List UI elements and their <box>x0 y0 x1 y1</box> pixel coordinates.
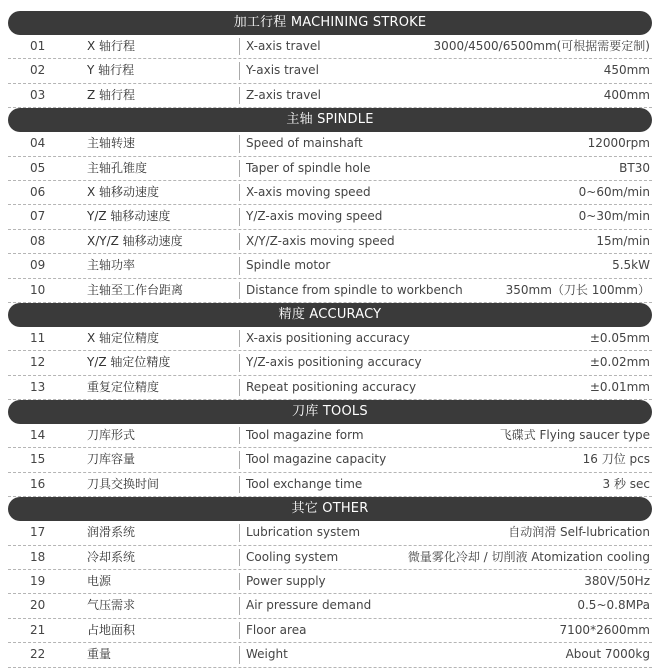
row-number: 04 <box>30 136 46 151</box>
spec-name-cn: 主轴至工作台距离 <box>87 282 184 297</box>
spec-row <box>8 643 652 667</box>
spec-name-en: Z-axis travel <box>246 87 322 102</box>
column-divider <box>239 62 240 79</box>
spec-name-en: Repeat positioning accuracy <box>246 379 417 394</box>
spec-value: 15m/min <box>596 233 650 248</box>
spec-row <box>8 327 652 351</box>
row-number: 14 <box>30 428 46 443</box>
spec-name-cn: 润滑系统 <box>87 525 136 540</box>
spec-row <box>8 546 652 570</box>
row-number: 18 <box>30 549 46 564</box>
column-divider <box>239 573 240 590</box>
section-header: 主轴 SPINDLE <box>8 108 652 132</box>
spec-name-en: Power supply <box>246 574 326 589</box>
spec-row <box>8 619 652 643</box>
column-divider <box>239 87 240 104</box>
spec-name-en: Tool magazine form <box>246 428 364 443</box>
spec-name-en: Y/Z-axis moving speed <box>246 209 383 224</box>
spec-row <box>8 351 652 375</box>
spec-value: 350mm（刀长 100mm） <box>505 282 650 297</box>
spec-name-en: Speed of mainshaft <box>246 136 363 151</box>
spec-name-cn: 刀具交换时间 <box>87 476 160 491</box>
column-divider <box>239 524 240 541</box>
spec-value: ±0.01mm <box>589 379 650 394</box>
spec-name-cn: 气压需求 <box>87 598 136 613</box>
spec-row <box>8 132 652 156</box>
row-number: 01 <box>30 39 46 53</box>
row-number: 07 <box>30 209 46 224</box>
spec-name-cn: 主轴功率 <box>87 258 136 273</box>
spec-row <box>8 570 652 594</box>
spec-row <box>8 59 652 83</box>
row-number: 19 <box>30 574 46 589</box>
row-number: 09 <box>30 258 46 273</box>
spec-row <box>8 448 652 472</box>
spec-row <box>8 84 652 108</box>
row-number: 08 <box>30 233 46 248</box>
spec-value: About 7000kg <box>565 647 650 662</box>
spec-value: 12000rpm <box>587 136 650 151</box>
column-divider <box>239 135 240 152</box>
spec-value: 0~60m/min <box>578 184 650 199</box>
section-header: 刀库 TOOLS <box>8 400 652 424</box>
column-divider <box>239 184 240 201</box>
spec-name-cn: Y/Z 轴定位精度 <box>87 355 171 370</box>
spec-name-cn: 重量 <box>87 647 112 662</box>
spec-name-cn: 刀库形式 <box>87 428 136 443</box>
row-number: 21 <box>30 622 46 637</box>
row-number: 17 <box>30 525 46 540</box>
row-number: 16 <box>30 476 46 491</box>
spec-name-en: Weight <box>246 647 288 662</box>
spec-name-cn: 电源 <box>87 574 112 589</box>
row-number: 03 <box>30 87 46 102</box>
spec-row <box>8 594 652 618</box>
spec-row <box>8 157 652 181</box>
spec-value: BT30 <box>619 160 650 175</box>
column-divider <box>239 476 240 493</box>
column-divider <box>239 233 240 250</box>
column-divider <box>239 38 240 55</box>
column-divider <box>239 160 240 177</box>
spec-name-cn: 主轴孔锥度 <box>87 160 148 175</box>
spec-name-en: X-axis travel <box>246 39 321 53</box>
spec-name-cn: X 轴行程 <box>87 39 136 53</box>
row-number: 15 <box>30 452 46 467</box>
spec-row <box>8 205 652 229</box>
spec-value: 450mm <box>603 63 650 78</box>
spec-value: ±0.05mm <box>589 330 650 345</box>
spec-row <box>8 279 652 303</box>
row-number: 20 <box>30 598 46 613</box>
spec-value: 380V/50Hz <box>584 574 650 589</box>
spec-name-en: Tool magazine capacity <box>246 452 387 467</box>
column-divider <box>239 354 240 371</box>
spec-name-en: Cooling system <box>246 549 339 564</box>
spec-name-en: Air pressure demand <box>246 598 372 613</box>
spec-value: 0.5~0.8MPa <box>577 598 650 613</box>
section-header: 精度 ACCURACY <box>8 303 652 327</box>
section-header: 其它 OTHER <box>8 497 652 521</box>
row-number: 10 <box>30 282 46 297</box>
spec-name-cn: X 轴定位精度 <box>87 330 160 345</box>
spec-name-en: X-axis positioning accuracy <box>246 330 410 345</box>
row-number: 06 <box>30 184 46 199</box>
spec-value: 0~30m/min <box>578 209 650 224</box>
spec-name-cn: 占地面积 <box>87 622 136 637</box>
spec-name-en: Taper of spindle hole <box>246 160 371 175</box>
column-divider <box>239 208 240 225</box>
spec-row <box>8 473 652 497</box>
spec-value: 5.5kW <box>612 258 650 273</box>
section-header: 加工行程 MACHINING STROKE <box>8 11 652 35</box>
spec-name-cn: 主轴转速 <box>87 136 136 151</box>
spec-name-cn: Z 轴行程 <box>87 87 136 102</box>
spec-row <box>8 35 652 59</box>
spec-name-cn: X/Y/Z 轴移动速度 <box>87 233 183 248</box>
spec-row <box>8 376 652 400</box>
spec-row <box>8 181 652 205</box>
row-number: 22 <box>30 647 46 662</box>
column-divider <box>239 451 240 468</box>
row-number: 12 <box>30 355 46 370</box>
spec-value: ±0.02mm <box>589 355 650 370</box>
spec-value: 16 刀位 pcs <box>582 452 650 467</box>
spec-value: 飞碟式 Flying saucer type <box>499 428 650 443</box>
spec-value: 3000/4500/6500mm(可根据需要定制) <box>433 39 650 53</box>
column-divider <box>239 257 240 274</box>
spec-name-en: Distance from spindle to workbench <box>246 282 463 297</box>
spec-name-en: Y/Z-axis positioning accuracy <box>246 355 422 370</box>
spec-name-en: X/Y/Z-axis moving speed <box>246 233 395 248</box>
spec-name-cn: X 轴移动速度 <box>87 184 160 199</box>
column-divider <box>239 622 240 639</box>
spec-name-cn: 重复定位精度 <box>87 379 160 394</box>
spec-value: 400mm <box>603 87 650 102</box>
column-divider <box>239 597 240 614</box>
column-divider <box>239 646 240 663</box>
spec-row <box>8 424 652 448</box>
row-number: 11 <box>30 330 46 345</box>
spec-value: 微量雾化冷却 / 切削液 Atomization cooling <box>407 549 650 564</box>
spec-row <box>8 230 652 254</box>
column-divider <box>239 427 240 444</box>
spec-name-cn: 刀库容量 <box>87 452 136 467</box>
spec-name-en: Spindle motor <box>246 258 331 273</box>
spec-value: 7100*2600mm <box>559 622 650 637</box>
spec-name-cn: Y 轴行程 <box>87 63 135 78</box>
column-divider <box>239 549 240 566</box>
spec-name-en: Y-axis travel <box>246 63 319 78</box>
spec-value: 3 秒 sec <box>602 476 650 491</box>
spec-name-en: Lubrication system <box>246 525 361 540</box>
column-divider <box>239 330 240 347</box>
spec-name-en: Tool exchange time <box>246 476 363 491</box>
spec-name-en: X-axis moving speed <box>246 184 371 199</box>
spec-row <box>8 521 652 545</box>
spec-value: 自动润滑 Self-lubrication <box>508 525 650 540</box>
spec-name-cn: Y/Z 轴移动速度 <box>87 209 171 224</box>
column-divider <box>239 379 240 396</box>
column-divider <box>239 282 240 299</box>
row-number: 02 <box>30 63 46 78</box>
row-number: 05 <box>30 160 46 175</box>
spec-row <box>8 254 652 278</box>
spec-name-en: Floor area <box>246 622 307 637</box>
spec-name-cn: 冷却系统 <box>87 549 136 564</box>
row-number: 13 <box>30 379 46 394</box>
